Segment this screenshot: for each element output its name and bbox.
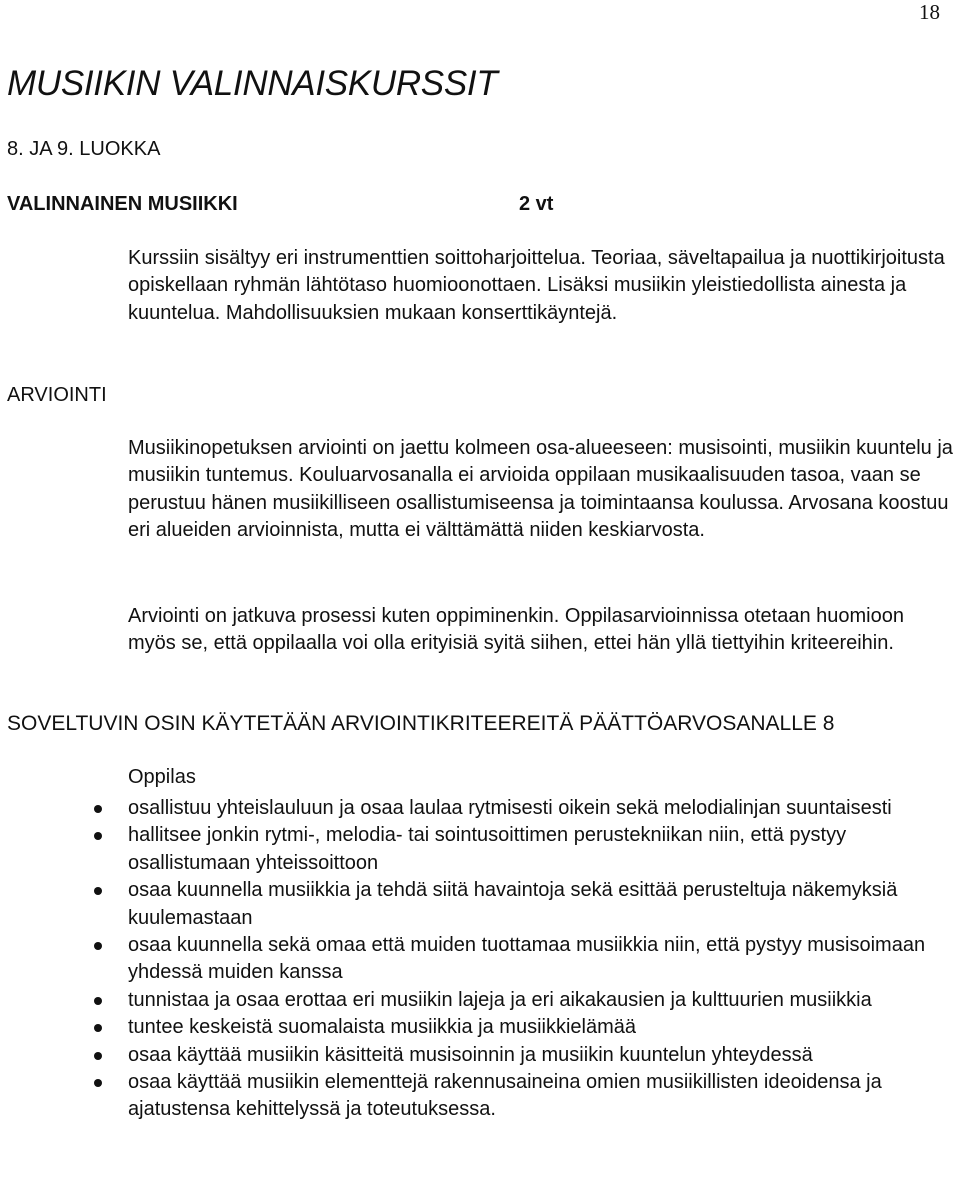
- criteria-item: tunnistaa ja osaa erottaa eri musiikin lajeja ja eri aikakausien ja kulttuurien musiikkia: [128, 987, 956, 1014]
- bullet-icon: [94, 887, 102, 895]
- criteria-item: osaa kuunnella sekä omaa että muiden tuottamaa musiikkia niin, että pystyy musisoimaan yhdessä muiden kanssa: [128, 932, 956, 987]
- criteria-heading: SOVELTUVIN OSIN KÄYTETÄÄN ARVIOINTIKRITEEREITÄ PÄÄTTÖARVOSANALLE 8: [7, 712, 835, 735]
- bullet-icon: [94, 1079, 102, 1087]
- criteria-list: [128, 795, 956, 1124]
- assessment-paragraph: Arviointi on jatkuva prosessi kuten oppiminenkin. Oppilasarvioinnissa otetaan huomioon myös se, että oppilaalla voi olla erityisiä syitä siihen, ettei hän yllä tiettyihin kriteereihin.: [128, 605, 904, 655]
- course-name: VALINNAINEN MUSIIKKI: [7, 193, 238, 215]
- bullet-icon: [94, 832, 102, 840]
- criteria-item: osallistuu yhteislauluun ja osaa laulaa rytmisesti oikein sekä melodialinjan suuntaisesti: [128, 795, 956, 822]
- page-number: 18: [919, 0, 940, 24]
- criteria-item: osaa käyttää musiikin käsitteitä musisoinnin ja musiikin kuuntelun yhteydessä: [128, 1042, 956, 1069]
- page-title: MUSIIKIN VALINNAISKURSSIT: [7, 64, 498, 103]
- assessment-heading: ARVIOINTI: [7, 384, 107, 406]
- bullet-icon: [94, 805, 102, 813]
- bullet-icon: [94, 1052, 102, 1060]
- bullet-icon: [94, 942, 102, 950]
- criteria-item: osaa kuunnella musiikkia ja tehdä siitä havaintoja sekä esittää perusteltuja näkemyksiä kuulemastaan: [128, 877, 956, 932]
- grade-level: 8. JA 9. LUOKKA: [7, 138, 161, 160]
- criteria-item: tuntee keskeistä suomalaista musiikkia ja musiikkielämää: [128, 1014, 956, 1041]
- course-credits: 2 vt: [519, 193, 554, 215]
- criteria-item: hallitsee jonkin rytmi-, melodia- tai sointusoittimen perustekniikan niin, että pystyy osallistumaan yhteissoittoon: [128, 822, 956, 877]
- bullet-icon: [94, 997, 102, 1005]
- criteria-item: osaa käyttää musiikin elementtejä rakennusaineina omien musiikillisten ideoidensa ja ajatustensa kehittelyssä ja toteutuksessa.: [128, 1069, 956, 1124]
- criteria-intro: Oppilas: [128, 766, 196, 788]
- bullet-icon: [94, 1024, 102, 1032]
- course-description: Kurssiin sisältyy eri instrumenttien soittoharjoittelua. Teoriaa, säveltapailua ja nuottikirjoitusta opiskellaan ryhmän lähtötaso huomioonottaen. Lisäksi musiikin yleistiedollista ainesta ja kuuntelua. Mahdollisuuksien mukaan konserttikäyntejä.: [128, 247, 945, 324]
- assessment-paragraph: Musiikinopetuksen arviointi on jaettu kolmeen osa-alueeseen: musisointi, musiikin kuuntelu ja musiikin tuntemus. Kouluarvosanalla ei arvioida oppilaan musikaalisuuden tasoa, vaan se perustuu hänen musiikilliseen osallistumiseensa ja toimintaansa koulussa. Arvosana koostuu eri alueiden arvioinnista, mutta ei välttämättä niiden keskiarvosta.: [128, 437, 953, 542]
